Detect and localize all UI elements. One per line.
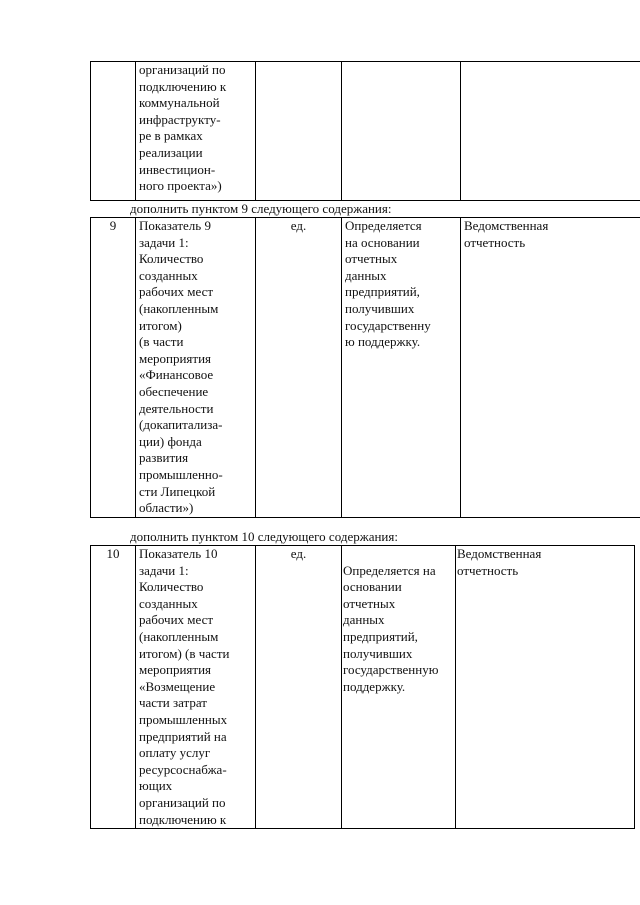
text-line: ющих — [139, 778, 173, 794]
table-row-9 — [90, 217, 640, 518]
text-line: государственную — [343, 662, 439, 678]
text-line: задачи 1: — [139, 562, 189, 578]
text-line: ного проекта») — [139, 178, 222, 194]
text-line: развития — [139, 450, 189, 466]
text-line: ресурсоснабжа- — [139, 761, 227, 777]
cell-name — [136, 546, 256, 829]
table-row-10 — [90, 545, 635, 829]
text-line: (накопленным — [139, 628, 219, 644]
text-line: Показатель 9 — [139, 218, 211, 233]
cell-method — [342, 62, 461, 201]
table-top — [90, 61, 640, 201]
text-line — [343, 546, 455, 563]
text-line: области») — [139, 500, 194, 516]
text-line: Количество — [139, 251, 204, 267]
text-line: ре в рамках — [139, 128, 203, 144]
text-line: задачи 1: — [139, 234, 189, 250]
text-line: промышленных — [139, 711, 228, 727]
text-line: Ведомственная — [457, 546, 542, 561]
text-line: рабочих мест — [139, 612, 214, 628]
text-line: мероприятия — [139, 350, 212, 366]
text-line: отчетность — [457, 562, 519, 578]
text-line: Количество — [139, 579, 204, 595]
text-line: инвестицион- — [139, 161, 216, 177]
cell-num: 10 — [91, 546, 136, 829]
cell-source — [456, 546, 635, 829]
cell-num: 9 — [91, 218, 136, 518]
cell-unit: ед. — [256, 546, 342, 829]
table-row — [91, 546, 635, 829]
text-line: (докапитализа- — [139, 417, 223, 433]
text-line: Ведомственная — [464, 218, 549, 233]
text-line: получивших — [345, 300, 415, 316]
text-line: Показатель 10 — [139, 546, 218, 561]
text-line: отчетных — [345, 251, 398, 267]
text-line: инфраструкту- — [139, 111, 221, 127]
text-line: оплату услуг — [139, 745, 211, 761]
text-line: организаций по — [139, 62, 226, 77]
text-line: отчетных — [343, 595, 396, 611]
text-line: итогом) — [139, 317, 182, 333]
text-line: созданных — [139, 595, 198, 611]
text-line: промышленно- — [139, 466, 223, 482]
text-line: (в части — [139, 334, 184, 350]
text-line: основании — [343, 579, 402, 595]
text-line: предприятий, — [343, 628, 418, 644]
text-line: подключению к — [139, 78, 227, 94]
text-line: мероприятия — [139, 662, 212, 678]
text-line: предприятий на — [139, 728, 227, 744]
cell-method — [342, 218, 461, 518]
table-row — [91, 218, 640, 518]
text-line: отчетность — [464, 234, 526, 250]
text-line: ции) фонда — [139, 433, 202, 449]
cell-num — [91, 62, 136, 201]
cell-source — [461, 62, 640, 201]
text-line: Определяется — [345, 218, 422, 233]
text-line: созданных — [139, 267, 198, 283]
amendment-note-10: дополнить пунктом 10 следующего содержания: — [130, 529, 398, 544]
text-line: сти Липецкой — [139, 483, 216, 499]
text-line: (накопленным — [139, 300, 219, 316]
cell-unit: ед. — [256, 218, 342, 518]
text-line: ю поддержку. — [345, 334, 421, 350]
text-line: государственну — [345, 317, 431, 333]
text-line: коммунальной — [139, 95, 220, 111]
text-line: подключению к — [139, 811, 227, 827]
text-line: части затрат — [139, 695, 207, 711]
text-line: «Возмещение — [139, 678, 216, 694]
table-row — [91, 62, 640, 201]
amendment-note-9: дополнить пунктом 9 следующего содержания: — [130, 201, 392, 216]
text-line: «Финансовое — [139, 367, 214, 383]
text-line: предприятий, — [345, 284, 420, 300]
text-line: данных — [343, 612, 385, 628]
text-line: обеспечение — [139, 383, 209, 399]
text-line: организаций по — [139, 794, 226, 810]
cell-method — [342, 546, 456, 829]
text-line: итогом) (в части — [139, 645, 230, 661]
text-line: на основании — [345, 234, 420, 250]
text-line: деятельности — [139, 400, 214, 416]
cell-name — [136, 62, 256, 201]
cell-name — [136, 218, 256, 518]
text-line: поддержку. — [343, 678, 406, 694]
text-line: реализации — [139, 144, 203, 160]
cell-unit — [256, 62, 342, 201]
text-line: получивших — [343, 645, 413, 661]
cell-source — [461, 218, 640, 518]
text-line: рабочих мест — [139, 284, 214, 300]
text-line: данных — [345, 267, 387, 283]
text-line: Определяется на — [343, 562, 436, 578]
